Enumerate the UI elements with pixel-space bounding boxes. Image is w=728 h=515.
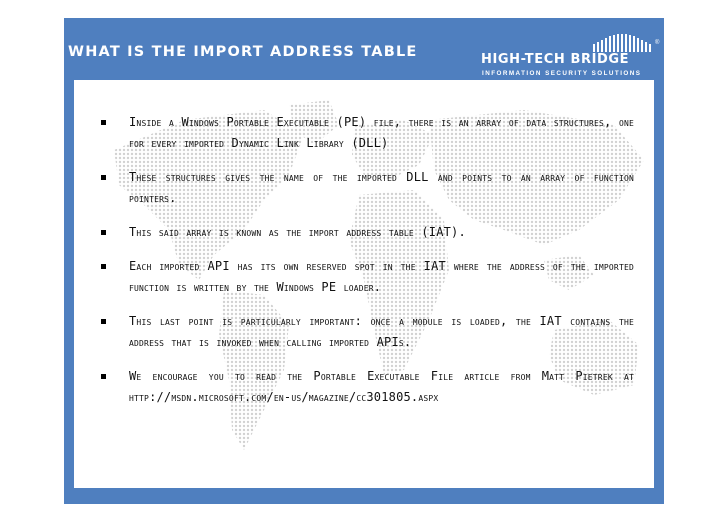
bridge-bars-icon <box>593 34 655 52</box>
list-item: This last point is particularly important: once a module is loaded, the IAT contains the address that is invoked when calling imported APIs. <box>74 311 634 353</box>
bullet-list <box>74 112 634 421</box>
list-item: Each imported API has its own reserved spot in the IAT where the address of the imported function is written by the Windows PE loader. <box>74 256 634 298</box>
bullet-icon <box>101 374 106 379</box>
bullet-icon <box>101 319 106 324</box>
list-item: We encourage you to read the Portable Executable File article from Matt Pietrek at http://msdn.microsoft.com/en-us/magazine/cc301805.aspx <box>74 366 634 408</box>
slide-title: WHAT IS THE IMPORT ADDRESS TABLE <box>68 44 418 60</box>
bullet-icon <box>101 230 106 235</box>
content-area <box>74 80 654 488</box>
list-item: This said array is known as the import address table (IAT). <box>74 222 634 243</box>
slide-header <box>64 18 664 76</box>
list-item: Inside a Windows Portable Executable (PE) file, there is an array of data structures, one for every imported Dynamic Link Library (DLL) <box>74 112 634 154</box>
bullet-icon <box>101 120 106 125</box>
logo-name: HIGH-TECH BRIDGE <box>481 52 630 67</box>
logo-tagline: INFORMATION SECURITY SOLUTIONS <box>482 70 642 77</box>
slide-footer: ©2011 High-Tech Bridge SA – www.htbridge.ch <box>246 476 482 486</box>
bullet-icon <box>101 175 106 180</box>
registered-mark: ® <box>655 40 660 46</box>
slide-frame <box>64 18 664 504</box>
high-tech-bridge-logo <box>481 34 663 77</box>
bullet-icon <box>101 264 106 269</box>
list-item: These structures gives the name of the imported DLL and points to an array of function pointers. <box>74 167 634 209</box>
